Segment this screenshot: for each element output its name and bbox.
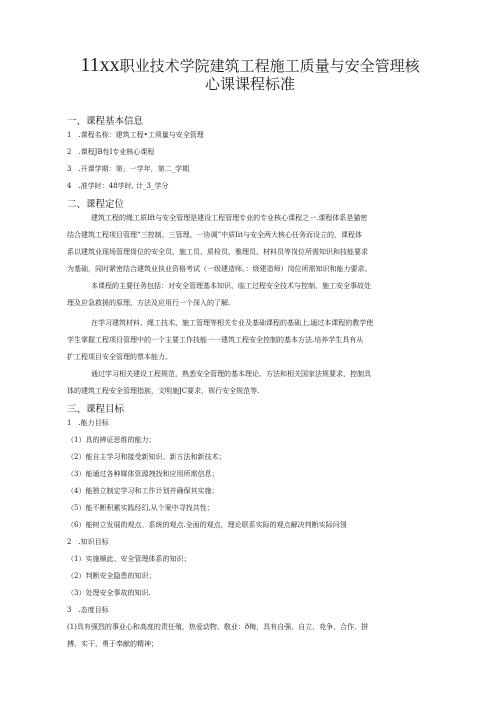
section-heading-objectives: 三、课程目标 (67, 404, 125, 415)
paragraph-line: 通过学习相关建设工程规范，熟悉安全管理的基本理论、方法和相关国家法规要求，控制具 (91, 370, 371, 378)
paragraph-line: 建筑工程的绳工质Ift与安全管理是建设工程管理专业的专业核心课程之一.课程体系是猫密 (91, 214, 368, 222)
paragraph-line: 扩工程项目安全管理的票本能力。 (67, 353, 172, 361)
list-item: （3）处理安全事故的知识. (67, 589, 151, 597)
subsection-title: 1 .能力目标 (67, 419, 109, 427)
paragraph-line: (1)具有强烈的事业心和高度的责任殖，热爱动物、敬业：ð梅，具有自强、自立、竞争、合作、拼 (67, 623, 369, 631)
paragraph-line: 结合建筑工程项目管理“三控制、三管理、一协调”中质Iit与安全两大核心任务而设立的，课程体 (67, 231, 362, 239)
info-item: 4 .准学时：48学时, 计_3_学分 (67, 182, 169, 190)
info-item: 2 .课程JB性I专业核心课程 (67, 148, 155, 156)
title-line-2: 心课课程标准 (204, 75, 295, 93)
paragraph-line: 体的建筑工程安全管理指族，文明施JC要求，规行安全规范等. (67, 387, 260, 395)
paragraph-line: 理及应急救援的原理、方法及应用行一个深入的了解. (67, 299, 231, 307)
section-heading-basic-info: 一、课程基本信息 (67, 116, 144, 127)
list-item: （5）能不断积累实践经幻,从个案中寻找共性； (67, 504, 214, 512)
list-item: （6）能树立发展的观点、系统的观点.全面的观点，理论联系实际的观点解决判断实际问翎 (67, 521, 347, 529)
info-item: 1 .课程名称：建筑工程•工须量与安全管理 (67, 131, 204, 139)
paragraph-line: 本课程的主要任务包括：对安全管理基本知识、临工过程安全技术与控制、施工安全事故处 (91, 282, 371, 290)
list-item: （3）能通过各种媒体资源拽找和应用所需信息； (67, 470, 219, 478)
section-heading-positioning: 二、课程定位 (67, 199, 125, 210)
list-item: （4）能独立制定学习和工作计划并确保其实施； (67, 487, 219, 495)
paragraph-line: 为基础，同时紧密结合建筑业执业资格考试（一级建造师、：级建造师）岗位所需知识和能力要求。 (67, 265, 372, 273)
paragraph-line: 系以建筑业现场管理岗位的安全员、施工员、质检员、雅理员、材料员等岗位所需知识和技能要求 (67, 248, 368, 256)
title-line-1: 职业技术学院建筑工程施工质量与安全管理核 (119, 57, 420, 75)
subsection-title: 3 .态度目标 (67, 606, 109, 614)
paragraph-line: 搏、实干、勇于奉献的精神； (67, 640, 158, 648)
paragraph-line: 在学习建筑材料、绳工技术、施工管理等相关专业及基础课程的基础上,通过本课程的教学使 (91, 319, 374, 327)
info-item: 3 .开课学期：第」一学年，第二_学期 (67, 165, 190, 173)
paragraph-line: 学生掌握工程项目管理中的一个主要工作技能一一建筑工程安全控制的基本方法.培养学生具有从 (67, 336, 364, 344)
document-title (50, 56, 450, 93)
list-item: （1）实施顺此、安全管理体系的知识； (67, 555, 191, 563)
list-item: （2）判断安全隐患的知识； (67, 572, 156, 580)
list-item: （2）能自主学习和接受新知识、新方法和新技术； (67, 453, 226, 461)
list-item: （1）具的辨证思维的能力； (67, 436, 156, 444)
subsection-title: 2 .知识目标 (67, 538, 109, 546)
title-prefix: 11xx (80, 54, 120, 76)
